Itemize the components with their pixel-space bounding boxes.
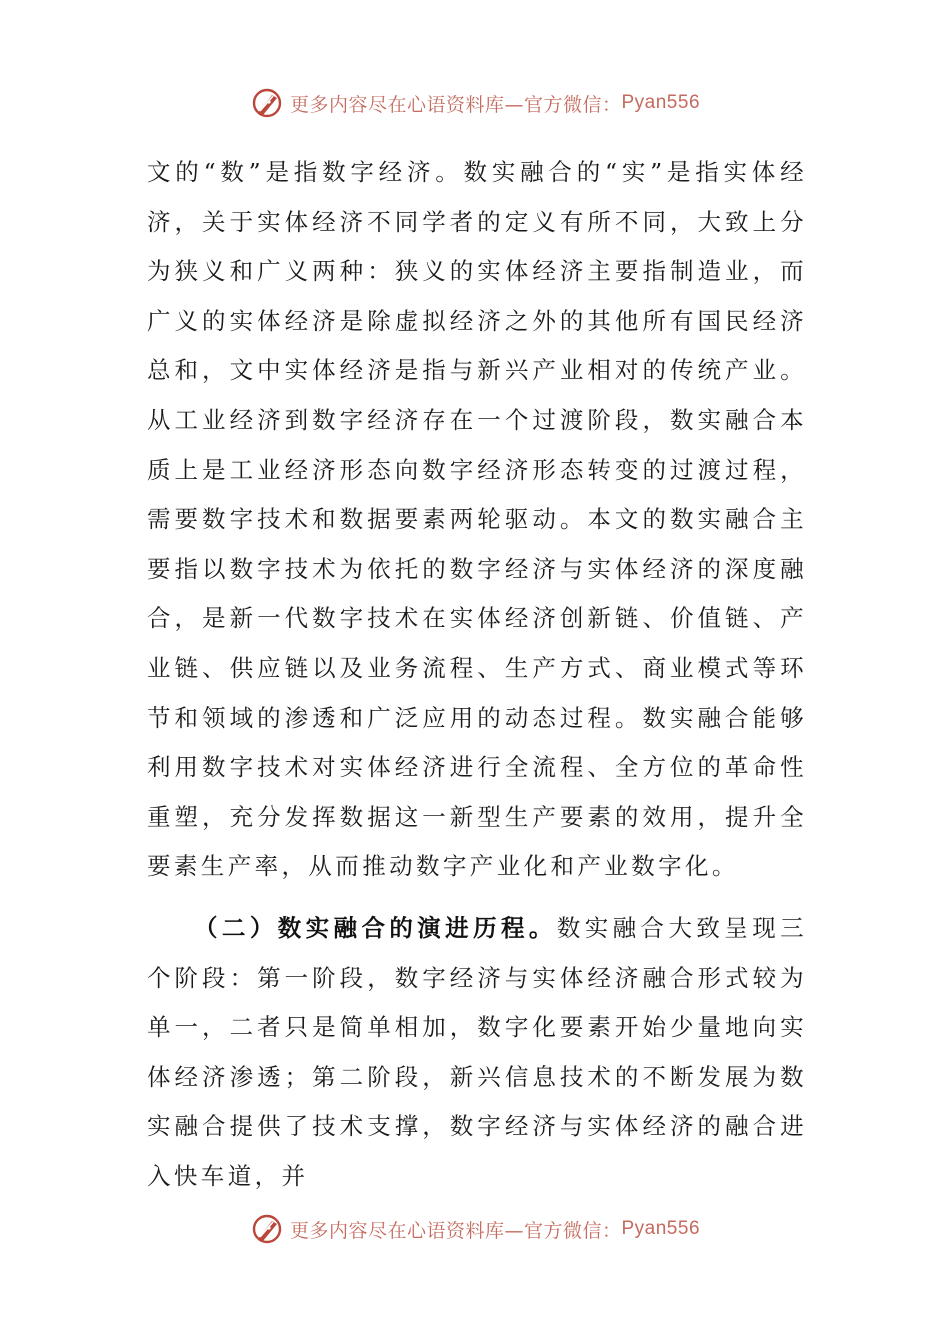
banner-wechat-id: Pyan556 — [621, 1218, 701, 1239]
banner-text: 更多内容尽在心语资料库—官方微信： — [289, 1219, 622, 1242]
banner-wechat-id: Pyan556 — [621, 92, 701, 113]
paragraph-2 — [147, 904, 807, 1202]
banner-text: 更多内容尽在心语资料库—官方微信： — [289, 93, 622, 116]
paragraph-2-text: 数实融合大致呈现三个阶段：第一阶段，数字经济与实体经济融合形式较为单一，二者只是简单相加，数字化要素开始少量地向实体经济渗透；第二阶段，新兴信息技术的不断发展为数实融合提供了技术支撑，数字经济与实体经济的融合进入快车道，并 — [147, 913, 807, 1190]
section-heading-inline: （二）数实融合的演进历程。 — [194, 913, 557, 942]
pen-nib-circle-icon — [250, 86, 284, 120]
header-banner — [0, 83, 950, 123]
document-body — [147, 148, 807, 1201]
paragraph-1: 文的“数”是指数字经济。数实融合的“实”是指实体经济，关于实体经济不同学者的定义有所不同，大致上分为狭义和广义两种：狭义的实体经济主要指制造业，而广义的实体经济是除虚拟经济之外的其他所有国民经济总和，文中实体经济是指与新兴产业相对的传统产业。从工业经济到数字经济存在一个过渡阶段，数实融合本质上是工业经济形态向数字经济形态转变的过渡过程，需要数字技术和数据要素两轮驱动。本文的数实融合主要指以数字技术为依托的数字经济与实体经济的深度融合，是新一代数字技术在实体经济创新链、价值链、产业链、供应链以及业务流程、生产方式、商业模式等环节和领域的渗透和广泛应用的动态过程。数实融合能够利用数字技术对实体经济进行全流程、全方位的革命性重塑，充分发挥数据这一新型生产要素的效用，提升全要素生产率，从而推动数字产业化和产业数字化。 — [147, 158, 807, 881]
pen-nib-circle-icon — [250, 1212, 284, 1246]
footer-banner — [0, 1209, 950, 1249]
